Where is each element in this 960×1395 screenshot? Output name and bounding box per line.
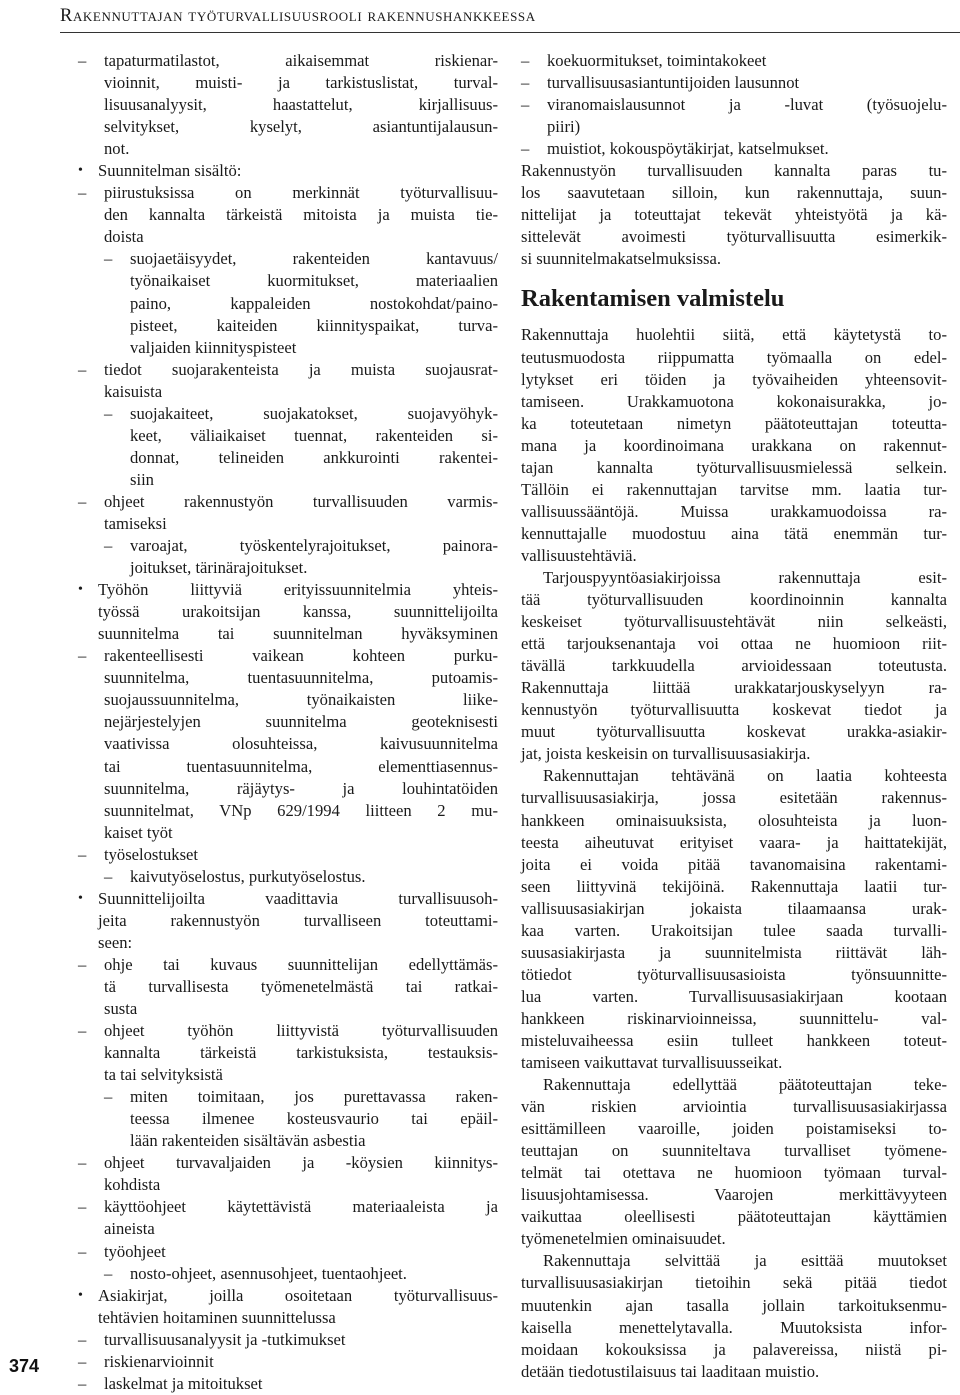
dash-marker: –: [521, 139, 530, 159]
paragraph-line: vallisuusasiakirjan jokaista tilaamaansa urak-: [521, 898, 947, 918]
right-column: [521, 50, 947, 1383]
text-line: [78, 248, 498, 270]
paragraph-line: muut työturvallisuutta koskevat urakka-asiakir-: [521, 722, 947, 742]
text-line: [78, 469, 498, 491]
dash-marker: –: [78, 1241, 87, 1261]
text-line: [78, 403, 498, 425]
paragraph-line: muutenkin ajan tasalla jollain tarkoituksenmu-: [521, 1295, 947, 1315]
paragraph-line: teutusmuodosta riippumatta työmaalla on edel-: [521, 347, 947, 367]
paragraph-line: Rakennuttaja edellyttää päätoteuttajan teke-: [543, 1075, 947, 1095]
text-line: [78, 1241, 498, 1263]
paragraph-line: tamiseen vaikuttavat turvallisuusseikat.: [521, 1053, 783, 1073]
line-text: siin: [130, 469, 154, 489]
text-line: [78, 667, 498, 689]
line-text: kaisuista: [104, 381, 163, 401]
line-text: tiedot suojarakenteista ja muista suojausrat-: [104, 359, 498, 379]
text-line: [78, 315, 498, 337]
paragraph-line: seen liittyvinä tekijöinä. Rakennuttaja laatii tur-: [521, 876, 947, 896]
text-line: [78, 1196, 498, 1218]
line-text: tamiseksi: [104, 513, 167, 533]
text-line: [78, 381, 498, 403]
paragraph-line: teesta aiheutuvat erityiset vaara- ja haittatekijät,: [521, 832, 947, 852]
dash-marker: –: [78, 844, 87, 864]
line-text: nosto-ohjeet, asennusohjeet, tuentaohjeet.: [130, 1263, 407, 1283]
line-text: piirustuksissa on merkinnät työturvallisuu-: [104, 183, 498, 203]
text-line: [78, 94, 498, 116]
text-line: [521, 116, 947, 138]
text-line: [78, 1174, 498, 1196]
dash-marker: –: [521, 51, 530, 70]
line-text: työohjeet: [104, 1241, 166, 1261]
paragraph-line: vaikuttaa oleellisesti päätoteuttajan käyttämien: [521, 1207, 947, 1227]
text-line: [78, 1329, 498, 1351]
line-text: suunnitelma, räjäytys- ja louhintatöiden: [104, 778, 498, 798]
bullet-icon: •: [78, 890, 83, 906]
line-text: lisuusanalyysit, haastattelut, kirjallisuus-: [104, 95, 498, 115]
line-text: kohdista: [104, 1175, 161, 1195]
paragraph-line: turvallisuusasiakirja, jossa esitetään rakennus-: [521, 788, 947, 808]
line-text: työselostukset: [104, 844, 199, 864]
line-text: tehtävien hoitaminen suunnittelussa: [98, 1307, 336, 1327]
line-text: paino, kappaleiden nostokohdat/paino-: [130, 293, 498, 313]
line-text: piiri): [547, 117, 581, 137]
line-text: tä turvallisesta työmenetelmästä tai ratkai-: [104, 976, 498, 996]
text-line: [78, 954, 498, 976]
line-text: den kannalta tärkeistä mitoista ja muista tie-: [104, 205, 498, 225]
line-text: aineista: [104, 1219, 155, 1239]
paragraph-line: vän riskien arviointia turvallisuusasiakirjassa: [521, 1097, 947, 1117]
text-line: [78, 800, 498, 822]
paragraph-line: jat, joista keskeisin on turvallisuusasiakirja.: [521, 744, 811, 764]
line-text: Työhön liittyviä erityissuunnitelmia yhteis-: [98, 580, 498, 600]
text-line: [78, 778, 498, 800]
line-text: työnaikaiset kuormitukset, materiaalien: [130, 271, 498, 291]
text-line: [78, 711, 498, 733]
text-line: [78, 1152, 498, 1174]
text-line: [78, 601, 498, 623]
text-line: [78, 204, 498, 226]
text-line: [78, 1108, 498, 1130]
text-line: [78, 359, 498, 381]
dash-marker: –: [78, 359, 87, 379]
paragraph-line: työmenetelmien ominaisuudet.: [521, 1229, 726, 1249]
bullet-icon: •: [78, 1287, 83, 1303]
paragraph-line: Rakennuttaja liittää urakkatarjouskyselyyn ra-: [521, 678, 947, 698]
line-text: not.: [104, 139, 130, 159]
line-text: kaivutyöselostus, purkutyöselostus.: [130, 866, 366, 886]
text-line: [78, 1218, 498, 1240]
text-line: [78, 1020, 498, 1042]
paragraph-line: että tarjouksenantaja voi ottaa ne huomioon riit-: [521, 634, 947, 654]
line-text: rakenteellisesti vaikean kohteen purku-: [104, 646, 498, 666]
line-text: suojakaiteet, suojakatokset, suojavyöhyk-: [130, 403, 498, 423]
dash-marker: –: [104, 403, 113, 423]
text-line: [78, 1064, 498, 1086]
text-line: [78, 535, 498, 557]
paragraph-line: lytykset eri töiden ja työvaiheiden yhteensovit-: [521, 369, 947, 389]
bullet-icon: •: [78, 582, 83, 598]
line-text: teessa ilmenee kosteusvaurio tai epäil-: [130, 1109, 498, 1129]
text-line: [78, 72, 498, 94]
line-text: miten toimitaan, jos purettavassa raken-: [130, 1087, 498, 1107]
text-line: [78, 733, 498, 755]
line-text: työssä urakoitsijan kanssa, suunnittelijoilta: [98, 602, 498, 622]
paragraph-line: teuttajan on suunniteltava turvalliset työmene-: [521, 1141, 947, 1161]
line-text: tapaturmatilastot, aikaisemmat riskienar-: [104, 51, 498, 70]
paragraph-line: telmät tai otettava ne huomioon työmaan turval-: [521, 1163, 947, 1183]
left-column: [78, 50, 498, 1395]
paragraph-line: Rakennuttajan tehtävänä on laatia kohteesta: [543, 766, 947, 786]
paragraph-line: mana ja koordinoimana urakkana on rakennut-: [521, 435, 947, 455]
paragraph-line: hankkeen riskinarvioinneissa, suunnittelu- val-: [521, 1008, 947, 1028]
line-text: doista: [104, 227, 144, 247]
text-line: [78, 138, 498, 160]
text-line: [78, 866, 498, 888]
paragraph-line: kennuttajalle muodostuu aina tätä enemmän tur-: [521, 523, 947, 543]
text-line: [78, 160, 498, 182]
dash-marker: –: [78, 51, 87, 70]
paragraph-line: tää työturvallisuuden koordinoinnin kannalta: [521, 590, 947, 610]
line-text: Asiakirjat, joilla osoitetaan työturvallisuus-: [98, 1285, 498, 1305]
line-text: tai tuentasuunnitelma, elementtiasennus-: [104, 756, 498, 776]
text-line: [78, 513, 498, 535]
dash-marker: –: [104, 1087, 113, 1107]
line-text: nejärjestelyjen suunnitelma geoteknisesti: [104, 712, 498, 732]
paragraph-line: vallisuustehtäviä.: [521, 545, 637, 565]
line-text: ta tai selvityksistä: [104, 1065, 223, 1085]
paragraph-line: kaisella menettelytavalla. Muutoksista infor-: [521, 1317, 947, 1337]
paragraph-line: Tarjouspyyntöasiakirjoissa rakennuttaja esit-: [543, 567, 947, 587]
line-text: ohjeet työhön liittyvistä työturvallisuuden: [104, 1021, 498, 1041]
paragraph-line: Rakennustyön turvallisuuden kannalta paras tu-: [521, 161, 947, 181]
text-line: [78, 337, 498, 359]
paragraph-line: tajan kannalta työturvallisuusmielessä selkein.: [521, 457, 947, 477]
line-text: Suunnitelman sisältö:: [98, 161, 242, 181]
dash-marker: –: [104, 1263, 113, 1283]
paragraph-line: los saavutetaan silloin, kun rakennuttaja, suun-: [521, 183, 947, 203]
header-rule: [60, 32, 960, 33]
text-line: [78, 976, 498, 998]
page-number: 374: [8, 1356, 40, 1376]
text-line: [78, 50, 498, 72]
line-text: ohjeet rakennustyön turvallisuuden varmis-: [104, 491, 498, 511]
paragraph-line: vallisuussääntöjä. Muissa urakkamuodoissa ra-: [521, 501, 947, 521]
line-text: joitukset, tärinärajoitukset.: [130, 558, 308, 578]
line-text: turvallisuusanalyysit ja -tutkimukset: [104, 1329, 346, 1349]
text-line: [78, 116, 498, 138]
line-text: ohjeet turvavaljaiden ja -köysien kiinnitys-: [104, 1153, 498, 1173]
text-line: [78, 1130, 498, 1152]
paragraph-line: tävällä tarkkuudella arvioidessaan toteutusta.: [521, 656, 947, 676]
text-line: [78, 447, 498, 469]
line-text: suojaetäisyydet, rakenteiden kantavuus/: [130, 249, 498, 269]
text-line: [78, 1307, 498, 1329]
dash-marker: –: [78, 1153, 87, 1173]
paragraph-line: turvallisuusasiakirjan tietoihin sekä pitää tiedot: [521, 1273, 947, 1293]
text-line: [78, 491, 498, 513]
paragraph-line: Rakennuttaja selvittää ja esittää muutokset: [543, 1251, 947, 1271]
paragraph-line: nittelijat ja toteuttajat tekevät yhteistyötä ja kä-: [521, 205, 947, 225]
line-text: donnat, telineiden ankkurointi rakentei-: [130, 447, 498, 467]
text-line: [78, 1373, 498, 1395]
paragraph-line: si suunnitelmakatselmuksissa.: [521, 249, 722, 269]
text-line: [78, 557, 498, 579]
dash-marker: –: [521, 95, 530, 115]
text-line: [78, 1263, 498, 1285]
paragraph-line: suusasiakirjasta ja suunnitelmista riittävät läh-: [521, 942, 947, 962]
text-line: [521, 72, 947, 94]
line-text: jeita rakennustyön turvalliseen toteuttami-: [98, 910, 498, 930]
text-line: [78, 932, 498, 954]
text-line: [78, 226, 498, 248]
text-line: [78, 1285, 498, 1307]
text-line: [78, 888, 498, 910]
dash-marker: –: [78, 954, 87, 974]
line-text: ohje tai kuvaus suunnittelijan edellyttämäs-: [104, 954, 498, 974]
text-line: [78, 844, 498, 866]
text-line: [78, 293, 498, 315]
line-text: selvitykset, kyselyt, asiantuntijalausun-: [104, 117, 498, 137]
line-text: muistiot, kokouspöytäkirjat, katselmukset.: [547, 139, 829, 159]
text-line: [78, 1042, 498, 1064]
paragraph-line: joita ei voida pitää tavanomaisina rakentami-: [521, 854, 947, 874]
text-line: [78, 182, 498, 204]
paragraph-line: tamiseen. Urakkamuotona kokonaisurakka, jo-: [521, 391, 947, 411]
dash-marker: –: [78, 646, 87, 666]
text-line: [78, 270, 498, 292]
dash-marker: –: [78, 1329, 87, 1349]
paragraph-line: lisuusjohtamisessa. Vaarojen merkittävyyteen: [521, 1185, 947, 1205]
dash-marker: –: [78, 1351, 87, 1371]
dash-marker: –: [78, 183, 87, 203]
line-text: kannalta tärkeistä tarkistuksista, testauksis-: [104, 1043, 498, 1063]
line-text: pisteet, kaiteiden kiinnityspaikat, turva-: [130, 315, 498, 335]
line-text: vaativissa olosuhteissa, kaivusuunnitelma: [104, 734, 498, 754]
paragraph-line: lua varten. Turvallisuusasiakirjaan kootaan: [521, 986, 947, 1006]
section-heading: Rakentamisen valmistelu: [521, 285, 785, 313]
dash-marker: –: [104, 866, 113, 886]
dash-marker: –: [78, 491, 87, 511]
paragraph-line: kennustyön työturvallisuutta koskevat tiedot ja: [521, 700, 947, 720]
text-line: [78, 1351, 498, 1373]
line-text: Suunnittelijoilta vaadittavia turvallisuusoh-: [98, 888, 498, 908]
paragraph-line: Tällöin ei rakennuttajan tarvitse mm. laatia tur-: [521, 479, 947, 499]
text-line: [78, 623, 498, 645]
paragraph-line: keskeiset työturvallisuustehtävät niin selkeästi,: [521, 612, 947, 632]
text-line: [521, 94, 947, 116]
dash-marker: –: [78, 1021, 87, 1041]
line-text: suunnitelmat, VNp 629/1994 liitteen 2 mu-: [104, 800, 498, 820]
paragraph-line: hankkeen ominaisuuksista, olosuhteista ja luon-: [521, 810, 947, 830]
line-text: lään rakenteiden sisältävän asbestia: [130, 1131, 366, 1151]
line-text: turvallisuusasiantuntijoiden lausunnot: [547, 73, 800, 93]
dash-marker: –: [104, 536, 113, 556]
line-text: käyttöohjeet käytettävistä materiaaleista ja: [104, 1197, 498, 1217]
line-text: suunnitelma tai suunnitelman hyväksyminen: [98, 624, 498, 644]
line-text: seen:: [98, 932, 133, 952]
paragraph-line: ka toteutetaan nimetyn päätoteuttajan toteutta-: [521, 413, 947, 433]
text-line: [78, 645, 498, 667]
text-line: [78, 822, 498, 844]
line-text: koekuormitukset, toimintakokeet: [547, 51, 767, 70]
running-header: Rakennuttajan työturvallisuusrooli rakennushankkeessa: [60, 6, 536, 26]
paragraph-line: detään tiedotustilaisuus tai laaditaan muistio.: [521, 1361, 820, 1381]
dash-marker: –: [78, 1373, 87, 1393]
line-text: susta: [104, 999, 138, 1019]
paragraph-line: misteluvaiheessa esiin tulleet hankkeen toteut-: [521, 1030, 947, 1050]
paragraph-line: Rakennuttaja huolehtii siitä, että käytetystä to-: [521, 325, 947, 345]
bullet-icon: •: [78, 163, 83, 179]
text-line: [78, 579, 498, 601]
line-text: laskelmat ja mitoitukset: [104, 1373, 263, 1393]
dash-marker: –: [104, 249, 113, 269]
paragraph-line: moidaan kokouksissa ja palavereissa, niistä pi-: [521, 1339, 947, 1359]
text-line: [521, 138, 947, 160]
line-text: kaiset työt: [104, 822, 173, 842]
paragraph-line: kaa varten. Urakoitsijan tulee saada turvalli-: [521, 920, 947, 940]
line-text: suunnitelma, tuentasuunnitelma, putoamis-: [104, 668, 498, 688]
line-text: vioinnit, muisti- ja tarkistuslistat, turval-: [104, 73, 498, 93]
line-text: keet, väliaikaiset tuennat, rakenteiden si-: [130, 425, 498, 445]
text-line: [78, 998, 498, 1020]
text-line: [78, 910, 498, 932]
text-line: [521, 50, 947, 72]
dash-marker: –: [521, 73, 530, 93]
line-text: viranomaislausunnot ja -luvat (työsuojelu-: [547, 95, 947, 115]
line-text: varoajat, työskentelyrajoitukset, painora-: [130, 536, 498, 556]
dash-marker: –: [78, 1197, 87, 1217]
text-line: [78, 1086, 498, 1108]
line-text: riskienarvioinnit: [104, 1351, 214, 1371]
text-line: [78, 689, 498, 711]
line-text: valjaiden kiinnityspisteet: [130, 337, 297, 357]
paragraph-line: esittämilleen vaaroille, joiden poistamiseksi to-: [521, 1119, 947, 1139]
text-line: [78, 756, 498, 778]
line-text: suojaussuunnitelma, työnaikaisten liike-: [104, 690, 498, 710]
text-line: [78, 425, 498, 447]
paragraph-line: tötiedot työturvallisuusasioista työnsuunnitte-: [521, 964, 947, 984]
paragraph-line: sittelevät avoimesti työturvallisuutta esimerkik-: [521, 227, 947, 247]
